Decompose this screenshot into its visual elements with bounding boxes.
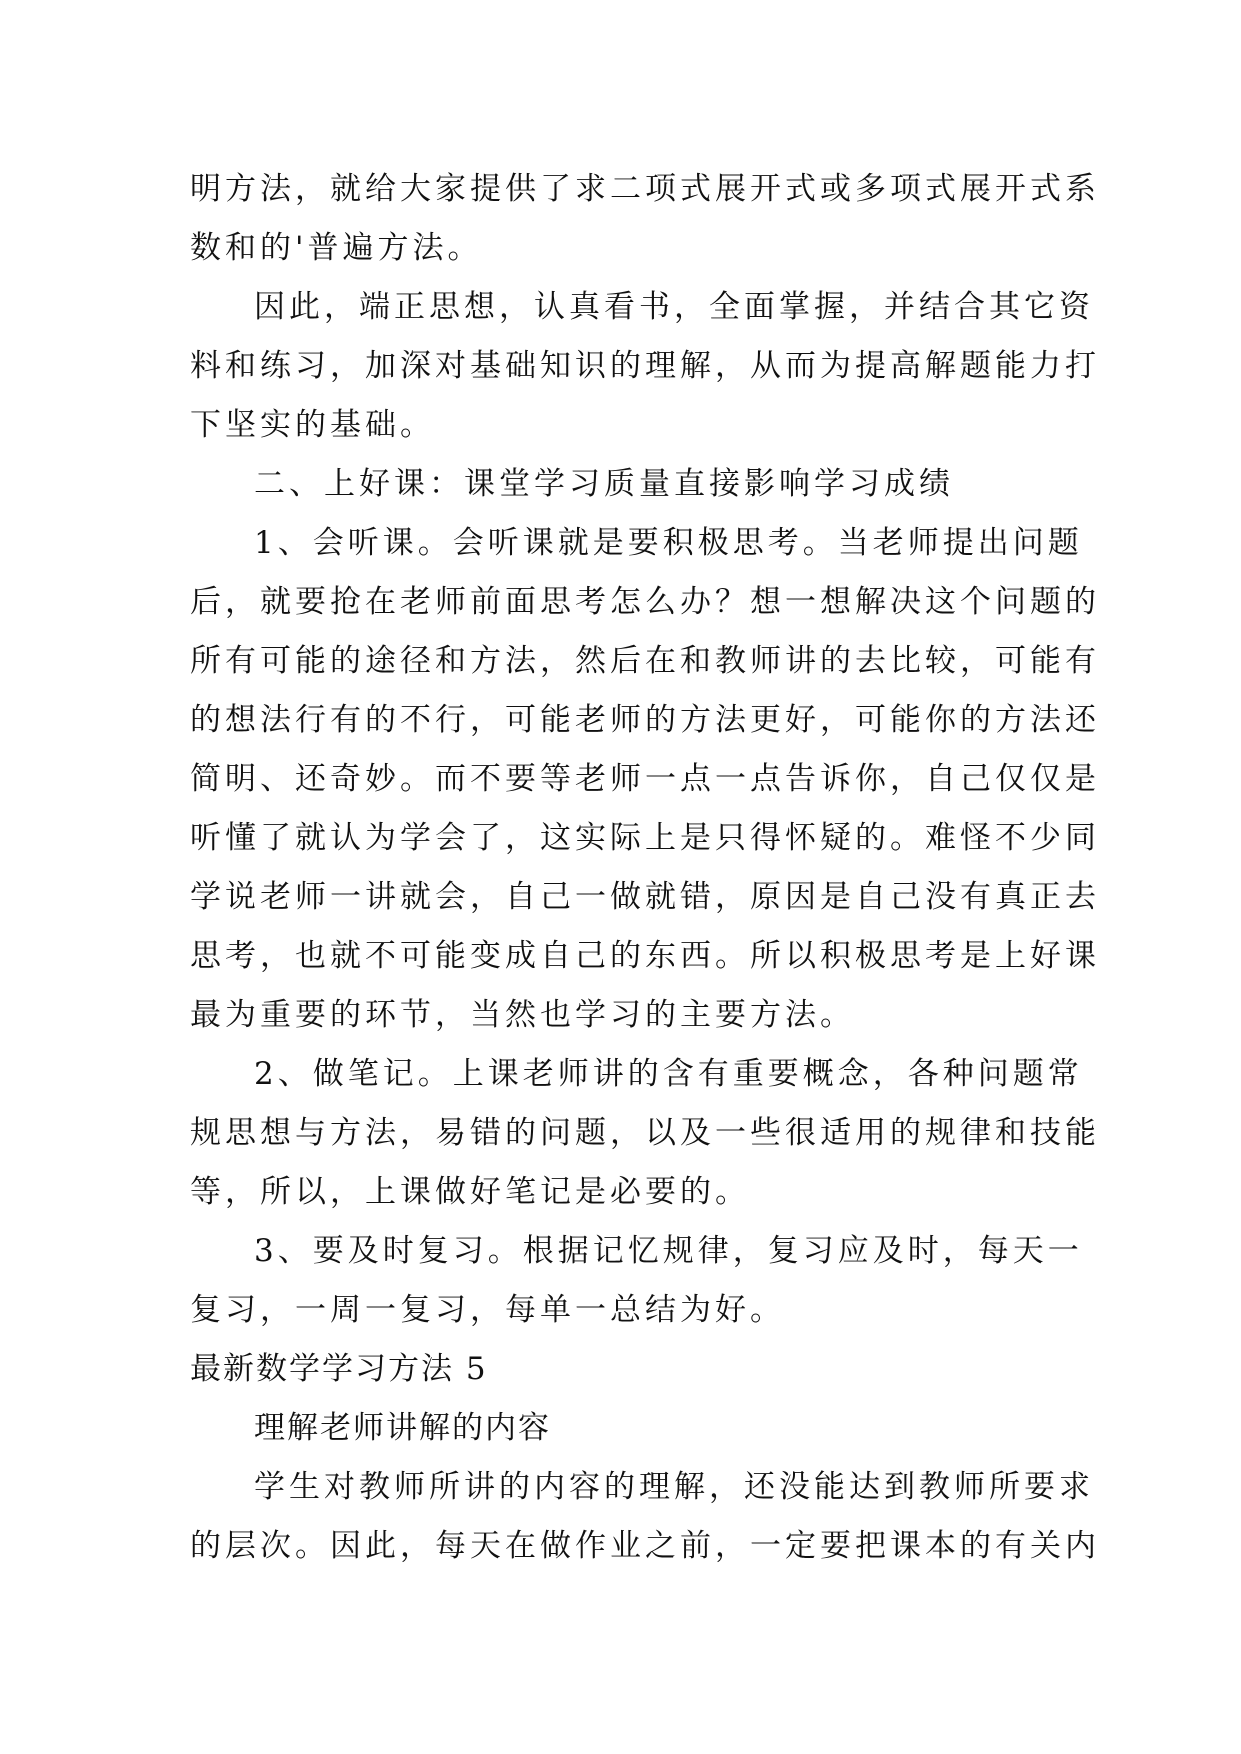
text-line: 学说老师一讲就会，自己一做就错，原因是自己没有真正去 [190, 879, 1100, 915]
paragraph-start: 因此，端正思想，认真看书，全面掌握，并结合其它资 [254, 289, 1094, 325]
section-heading: 理解老师讲解的内容 [254, 1410, 551, 1446]
text-line: 听懂了就认为学会了，这实际上是只得怀疑的。难怪不少同 [190, 820, 1100, 856]
section-heading: 二、上好课：课堂学习质量直接影响学习成绩 [254, 466, 954, 502]
paragraph-start: 3、要及时复习。根据记忆规律，复习应及时，每天一 [254, 1233, 1083, 1269]
text-line: 明方法，就给大家提供了求二项式展开式或多项式展开式系 [190, 171, 1100, 207]
text-line: 的层次。因此，每天在做作业之前，一定要把课本的有关内 [190, 1528, 1100, 1564]
text-line: 数和的'普遍方法。 [190, 230, 483, 266]
text-line: 所有可能的途径和方法，然后在和教师讲的去比较，可能有 [190, 643, 1100, 679]
text-line: 规思想与方法，易错的问题，以及一些很适用的规律和技能 [190, 1115, 1100, 1151]
paragraph-start: 1、会听课。会听课就是要积极思考。当老师提出问题 [254, 525, 1083, 561]
text-line: 后，就要抢在老师前面思考怎么办？想一想解决这个问题的 [190, 584, 1100, 620]
text-line: 最为重要的环节，当然也学习的主要方法。 [190, 997, 855, 1033]
article-title: 最新数学学习方法 5 [190, 1351, 488, 1387]
text-line: 复习，一周一复习，每单一总结为好。 [190, 1292, 785, 1328]
document-body [190, 160, 1100, 1576]
text-line: 的想法行有的不行，可能老师的方法更好，可能你的方法还 [190, 702, 1100, 738]
paragraph-start: 学生对教师所讲的内容的理解，还没能达到教师所要求 [254, 1469, 1094, 1505]
text-line: 简明、还奇妙。而不要等老师一点一点告诉你，自己仅仅是 [190, 761, 1100, 797]
text-line: 等，所以，上课做好笔记是必要的。 [190, 1174, 750, 1210]
text-line: 思考，也就不可能变成自己的东西。所以积极思考是上好课 [190, 938, 1100, 974]
paragraph-start: 2、做笔记。上课老师讲的含有重要概念，各种问题常 [254, 1056, 1083, 1092]
text-line: 料和练习，加深对基础知识的理解，从而为提高解题能力打 [190, 348, 1100, 384]
text-line: 下坚实的基础。 [190, 407, 435, 443]
